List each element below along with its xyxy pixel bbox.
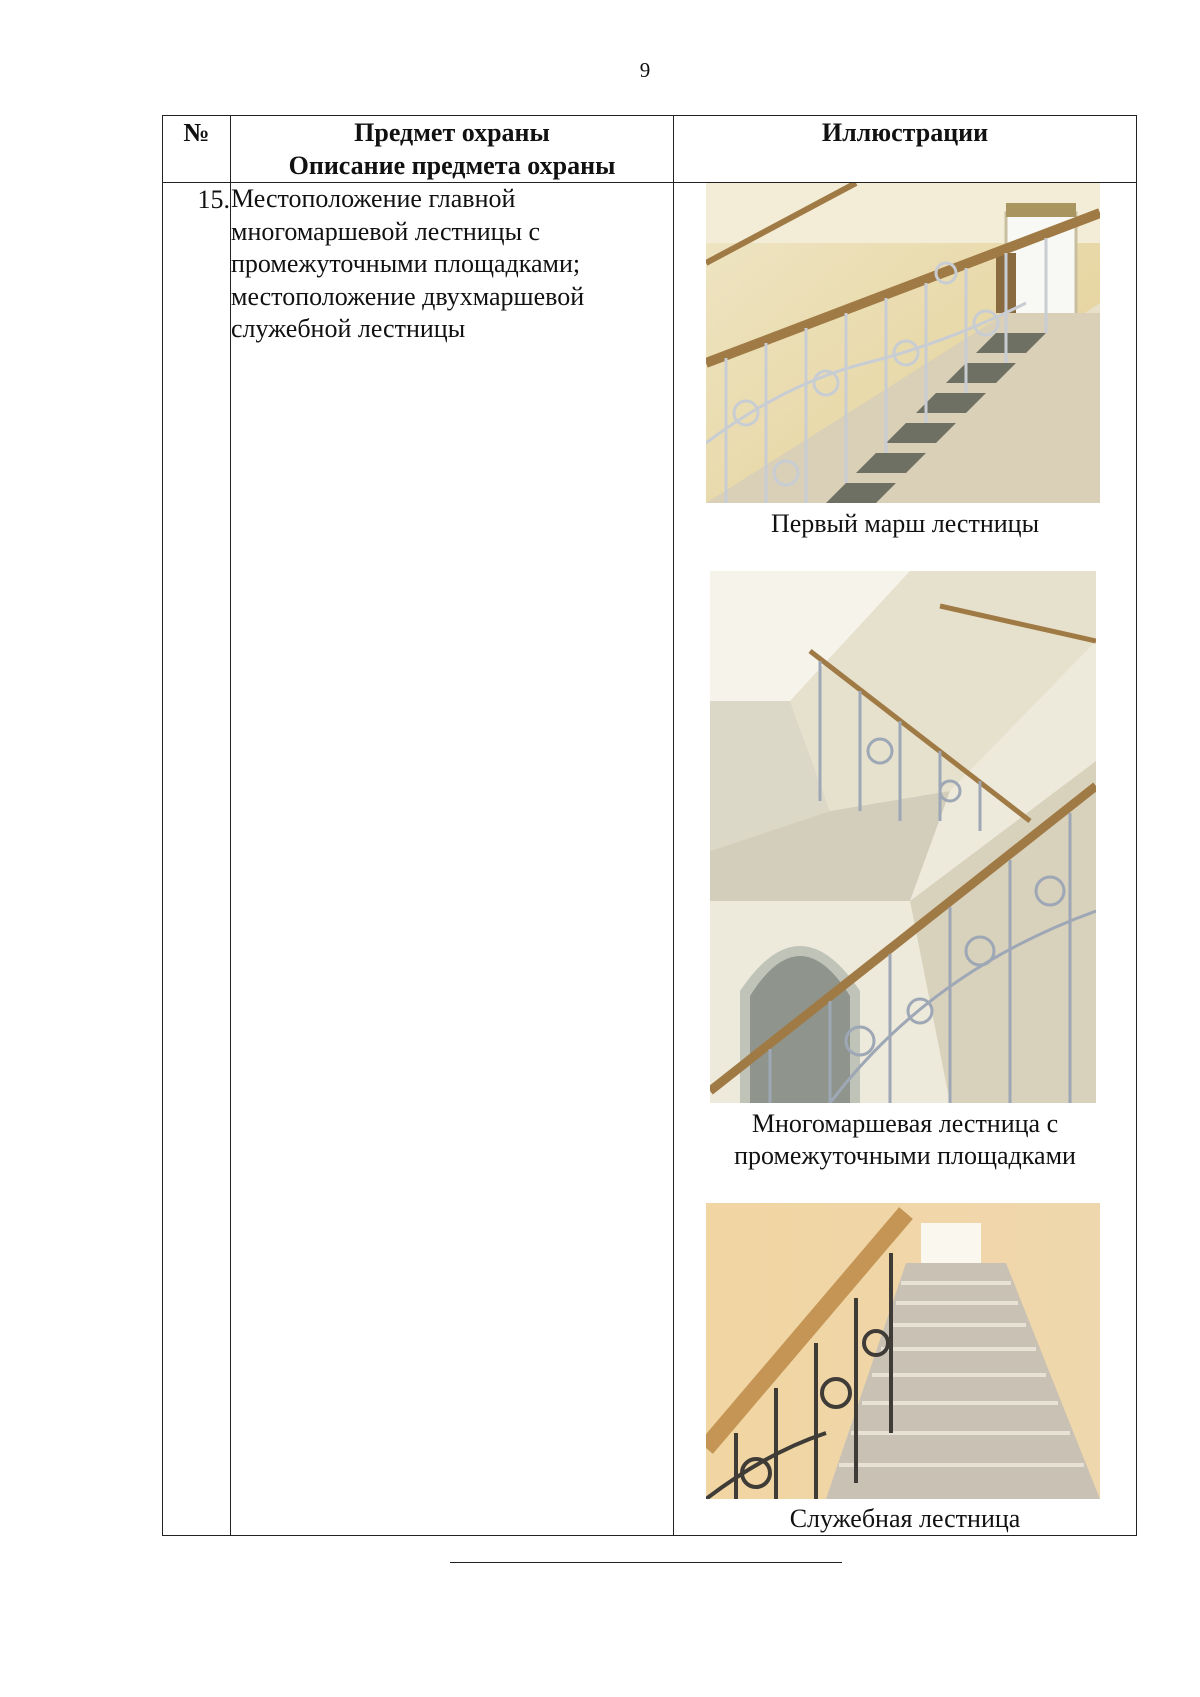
table-header-row	[163, 116, 1137, 183]
caption-service-stair: Служебная лестница	[789, 1504, 1021, 1533]
row-number: 15.	[163, 183, 231, 1536]
caption-multi-flight-line1: Многомаршевая лестница с	[751, 1109, 1059, 1138]
protection-table	[162, 115, 1137, 1536]
header-number: №	[163, 116, 231, 183]
page-number: 9	[639, 58, 651, 82]
photo-multi-flight	[710, 571, 1096, 1103]
header-illustrations: Иллюстрации	[674, 116, 1137, 183]
caption-multi-flight-line2: промежуточными площадками	[734, 1141, 1076, 1170]
caption-first-flight: Первый марш лестницы	[770, 509, 1040, 538]
header-desc-line1: Предмет охраны	[354, 118, 550, 147]
header-description	[231, 116, 674, 183]
header-desc-line2: Описание предмета охраны	[288, 151, 616, 180]
footer-divider	[450, 1562, 842, 1563]
photo-multi-flight-image	[710, 571, 1096, 1103]
caption-multi-flight	[674, 1108, 1136, 1172]
row-description: Местоположение главной многомаршевой лестницы с промежуточными площадками; местоположение двухмаршевой служебной лестницы	[231, 183, 674, 1536]
photo-service-stair	[706, 1203, 1100, 1499]
row-illustrations	[674, 183, 1137, 1536]
table-row	[163, 183, 1137, 1536]
photo-first-flight	[706, 183, 1100, 503]
photo-service-stair-image	[706, 1203, 1100, 1499]
photo-first-flight-image	[706, 183, 1100, 503]
